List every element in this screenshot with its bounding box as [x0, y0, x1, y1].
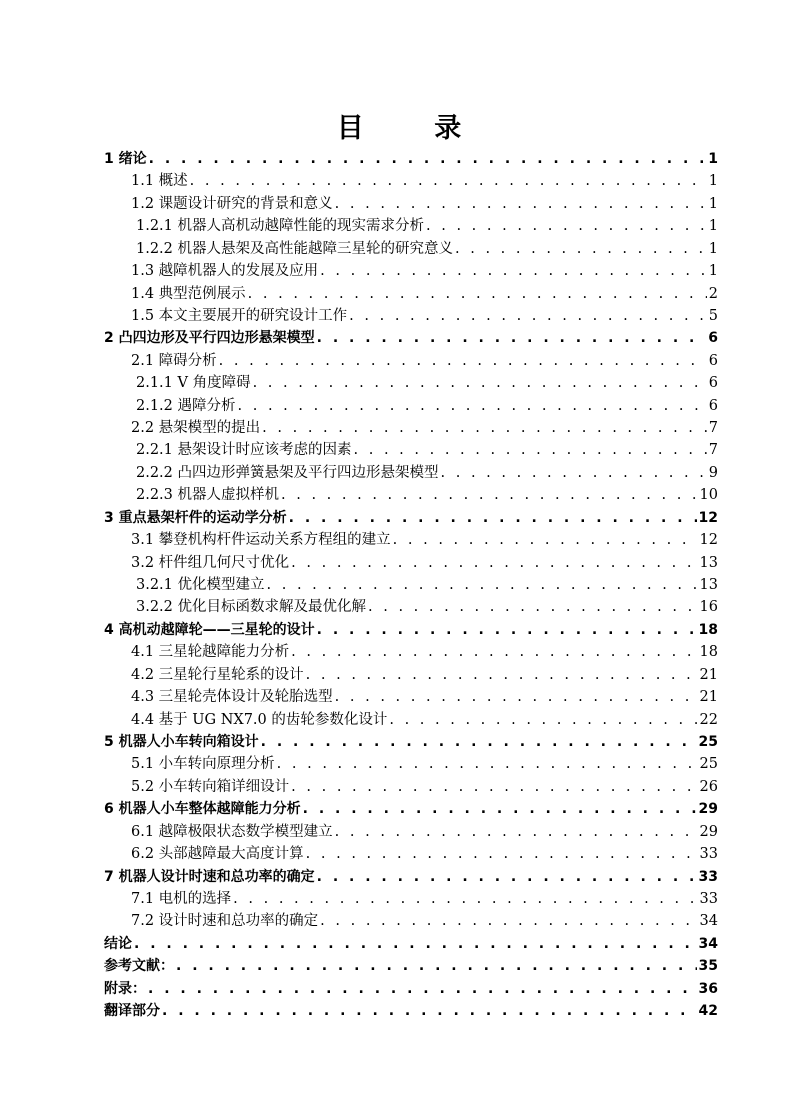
toc-entry-title: 4.2 三星轮行星轮系的设计 — [131, 666, 304, 683]
dot-leader — [335, 686, 698, 708]
table-of-contents — [0, 148, 800, 1022]
toc-entry-page-number: 6 — [708, 330, 718, 347]
toc-entry-title: 7.2 设计时速和总功率的确定 — [131, 913, 319, 930]
toc-entry-title: 1.2 课题设计研究的背景和意义 — [131, 195, 333, 212]
toc-entry-title: 2.1.2 遇障分析 — [136, 397, 236, 414]
toc-entry-page-number: 9 — [708, 464, 718, 481]
toc-entry-page-number: 1 — [708, 263, 718, 280]
toc-entry-title: 4 高机动越障轮——三星轮的设计 — [104, 621, 315, 638]
toc-entry-title: 3 重点悬架杆件的运动学分析 — [104, 509, 287, 526]
toc-entry-title: 参考文献： — [104, 958, 174, 975]
toc-entry[interactable] — [131, 260, 718, 282]
toc-entry-title: 4.1 三星轮越障能力分析 — [131, 644, 290, 661]
toc-entry-page-number: 1 — [708, 173, 718, 190]
toc-entry-page-number: 35 — [698, 958, 718, 975]
toc-entry[interactable] — [131, 753, 718, 775]
toc-entry-page-number: 13 — [699, 577, 718, 594]
dot-leader — [253, 372, 707, 394]
toc-entry-title: 2.2 悬架模型的提出 — [131, 420, 261, 437]
toc-entry-title: 3.2 杆件组几何尺寸优化 — [131, 554, 290, 571]
toc-entry[interactable] — [104, 866, 718, 888]
toc-entry[interactable] — [131, 664, 718, 686]
toc-entry-title: 1.3 越障机器人的发展及应用 — [131, 263, 319, 280]
toc-entry-title: 3.2.1 优化模型建立 — [136, 577, 265, 594]
dot-leader — [148, 978, 697, 1000]
toc-entry[interactable] — [104, 148, 718, 170]
toc-entry[interactable] — [136, 596, 718, 618]
dot-leader — [455, 238, 707, 260]
dot-leader — [303, 798, 697, 820]
dot-leader — [320, 910, 697, 932]
dot-leader — [320, 260, 707, 282]
dot-leader — [277, 753, 698, 775]
toc-entry[interactable] — [104, 798, 718, 820]
dot-leader — [306, 664, 698, 686]
toc-entry-page-number: 6 — [708, 375, 718, 392]
toc-entry-page-number: 6 — [708, 352, 718, 369]
toc-entry-page-number: 29 — [699, 823, 718, 840]
toc-entry-title: 1.2.1 机器人高机动越障性能的现实需求分析 — [136, 218, 425, 235]
toc-entry-page-number: 12 — [699, 532, 718, 549]
toc-entry-title: 2.2.2 凸四边形弹簧悬架及平行四边形悬架模型 — [136, 464, 439, 481]
toc-entry-title: 5 机器人小车转向箱设计 — [104, 733, 259, 750]
toc-entry-page-number: 5 — [708, 307, 718, 324]
toc-entry-page-number: 18 — [699, 644, 718, 661]
dot-leader — [289, 507, 697, 529]
toc-entry-page-number: 12 — [698, 509, 718, 526]
toc-entry-page-number: 34 — [698, 935, 718, 952]
toc-entry[interactable] — [131, 417, 718, 439]
toc-entry-title: 4.3 三星轮壳体设计及轮胎选型 — [131, 689, 333, 706]
toc-entry-title: 2 凸四边形及平行四边形悬架模型 — [104, 330, 315, 347]
dot-leader — [393, 529, 698, 551]
toc-entry-page-number: 1 — [708, 195, 718, 212]
toc-entry[interactable] — [104, 955, 718, 977]
toc-entry[interactable] — [104, 327, 718, 349]
toc-entry-title: 翻译部分 — [104, 1003, 160, 1020]
toc-entry-page-number: 33 — [699, 890, 718, 907]
toc-entry-page-number: 2 — [708, 285, 718, 302]
dot-leader — [291, 776, 697, 798]
dot-leader — [238, 395, 707, 417]
toc-entry[interactable] — [131, 888, 718, 910]
dot-leader — [317, 327, 707, 349]
toc-entry-page-number: 1 — [708, 240, 718, 257]
dot-leader — [306, 843, 698, 865]
toc-entry[interactable] — [136, 395, 718, 417]
toc-entry[interactable] — [136, 484, 718, 506]
toc-entry-title: 1.4 典型范例展示 — [131, 285, 246, 302]
toc-entry[interactable] — [131, 529, 718, 551]
toc-entry-page-number: 10 — [699, 487, 718, 504]
toc-entry[interactable] — [131, 193, 718, 215]
toc-entry-page-number: 25 — [699, 756, 718, 773]
dot-leader — [248, 283, 707, 305]
toc-entry-page-number: 18 — [698, 621, 718, 638]
dot-leader — [349, 305, 707, 327]
toc-entry-title: 2.1.1 V 角度障碍 — [136, 375, 251, 392]
toc-entry-title: 6.1 越障极限状态数学模型建立 — [131, 823, 333, 840]
toc-entry[interactable] — [136, 574, 718, 596]
toc-entry-title: 3.1 攀登机构杆件运动关系方程组的建立 — [131, 532, 391, 549]
dot-leader — [354, 439, 707, 461]
toc-entry-page-number: 1 — [708, 218, 718, 235]
toc-entry-title: 6 机器人小车整体越障能力分析 — [104, 801, 301, 818]
toc-entry[interactable] — [131, 821, 718, 843]
toc-entry-page-number: 21 — [699, 666, 718, 683]
dot-leader — [441, 462, 707, 484]
dot-leader — [134, 933, 697, 955]
toc-entry[interactable] — [131, 283, 718, 305]
toc-entry-title: 2.1 障碍分析 — [131, 352, 217, 369]
toc-entry[interactable] — [104, 731, 718, 753]
dot-leader — [389, 709, 697, 731]
toc-entry-page-number: 22 — [699, 711, 718, 728]
toc-entry[interactable] — [136, 215, 718, 237]
toc-entry-page-number: 6 — [708, 397, 718, 414]
dot-leader — [261, 731, 697, 753]
dot-leader — [317, 619, 697, 641]
toc-entry-title: 2.2.1 悬架设计时应该考虑的因素 — [136, 442, 352, 459]
toc-entry[interactable] — [131, 709, 718, 731]
dot-leader — [262, 417, 707, 439]
page-title: 目 录 — [336, 113, 464, 145]
toc-entry-title: 1.1 概述 — [131, 173, 188, 190]
toc-entry-page-number: 16 — [699, 599, 718, 616]
toc-entry-page-number: 7 — [708, 420, 718, 437]
toc-entry-title: 1.2.2 机器人悬架及高性能越障三星轮的研究意义 — [136, 240, 454, 257]
dot-leader — [219, 350, 707, 372]
dot-leader — [267, 574, 698, 596]
toc-entry-page-number: 42 — [698, 1003, 718, 1020]
toc-entry-title: 5.2 小车转向箱详细设计 — [131, 778, 290, 795]
toc-entry[interactable] — [131, 910, 718, 932]
toc-entry-page-number: 34 — [699, 913, 718, 930]
toc-entry[interactable] — [136, 372, 718, 394]
toc-entry-page-number: 25 — [698, 733, 718, 750]
toc-entry-title: 附录： — [104, 980, 146, 997]
toc-entry-title: 1 绪论 — [104, 151, 147, 167]
toc-entry[interactable] — [131, 843, 718, 865]
dot-leader — [368, 596, 698, 618]
toc-entry[interactable] — [104, 507, 718, 529]
toc-entry[interactable] — [136, 462, 718, 484]
dot-leader — [149, 148, 707, 170]
dot-leader — [291, 552, 697, 574]
toc-entry[interactable] — [131, 776, 718, 798]
dot-leader — [291, 641, 697, 663]
toc-entry-title: 4.4 基于 UG NX7.0 的齿轮参数化设计 — [131, 711, 388, 728]
dot-leader — [335, 821, 698, 843]
toc-entry[interactable] — [136, 238, 718, 260]
dot-leader — [233, 888, 697, 910]
toc-entry[interactable] — [131, 170, 718, 192]
toc-entry-title: 5.1 小车转向原理分析 — [131, 756, 275, 773]
toc-entry-page-number: 7 — [708, 442, 718, 459]
dot-leader — [426, 215, 707, 237]
dot-leader — [281, 484, 698, 506]
toc-entry-title: 2.2.3 机器人虚拟样机 — [136, 487, 280, 504]
toc-entry[interactable] — [104, 1000, 718, 1022]
toc-entry-title: 7.1 电机的选择 — [131, 890, 232, 907]
toc-entry[interactable] — [131, 305, 718, 327]
dot-leader — [176, 955, 697, 977]
toc-entry[interactable] — [131, 350, 718, 372]
toc-entry-page-number: 33 — [698, 868, 718, 885]
toc-entry-page-number: 13 — [699, 554, 718, 571]
dot-leader — [190, 170, 707, 192]
toc-entry-title: 1.5 本文主要展开的研究设计工作 — [131, 307, 348, 324]
toc-entry[interactable] — [104, 619, 718, 641]
toc-entry-title: 6.2 头部越障最大高度计算 — [131, 846, 304, 863]
toc-entry-title: 结论 — [104, 935, 132, 952]
toc-entry-page-number: 1 — [708, 151, 718, 167]
toc-entry-page-number: 33 — [699, 846, 718, 863]
toc-entry-page-number: 21 — [699, 689, 718, 706]
toc-entry-page-number: 29 — [698, 801, 718, 818]
toc-entry-page-number: 36 — [698, 980, 718, 997]
toc-entry[interactable] — [131, 686, 718, 708]
toc-entry[interactable] — [131, 641, 718, 663]
toc-entry-title: 7 机器人设计时速和总功率的确定 — [104, 868, 315, 885]
toc-entry[interactable] — [104, 978, 718, 1000]
toc-entry-title: 3.2.2 优化目标函数求解及最优化解 — [136, 599, 367, 616]
toc-entry[interactable] — [104, 933, 718, 955]
toc-entry-page-number: 26 — [699, 778, 718, 795]
dot-leader — [335, 193, 707, 215]
toc-entry[interactable] — [131, 552, 718, 574]
dot-leader — [317, 866, 697, 888]
dot-leader — [162, 1000, 697, 1022]
toc-entry[interactable] — [136, 439, 718, 461]
